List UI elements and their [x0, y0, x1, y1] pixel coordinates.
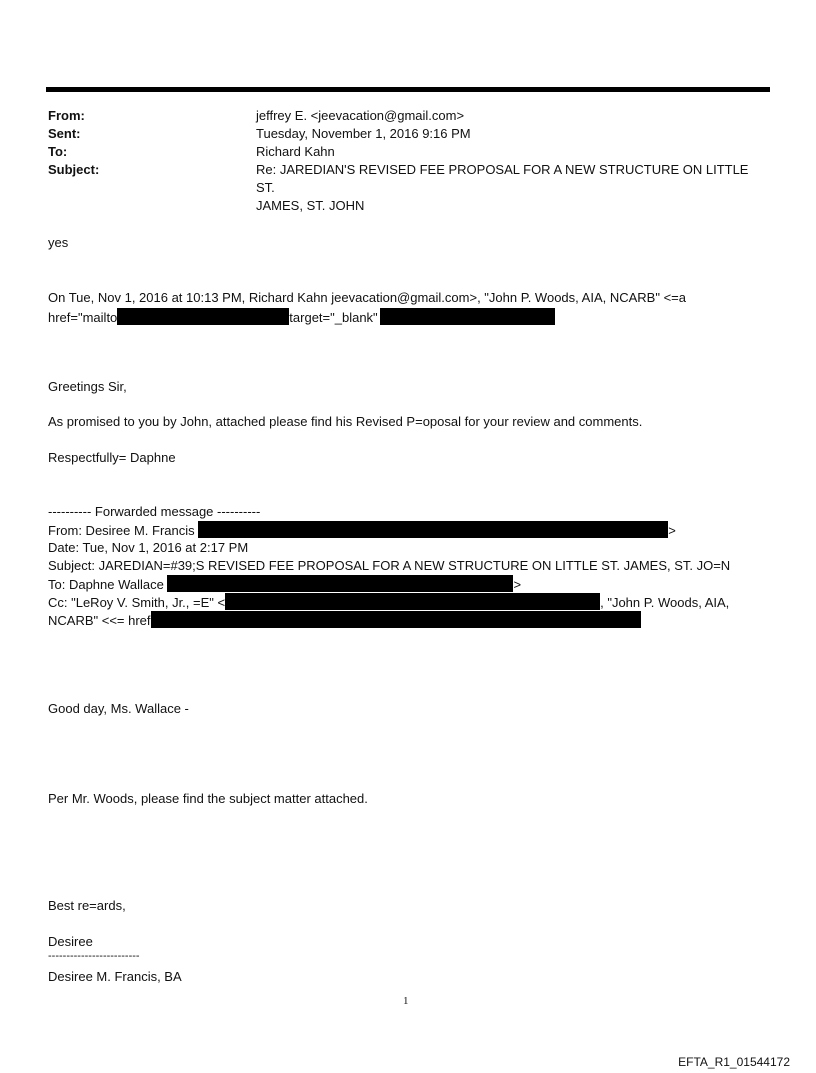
- quote-mailto: href="mailto: [48, 310, 118, 325]
- subject-line-1: Re: JAREDIAN'S REVISED FEE PROPOSAL FOR A NEW STRUCTURE ON LITTLE ST.: [256, 162, 749, 195]
- redaction-box: [198, 521, 668, 538]
- signoff-daphne: Respectfully= Daphne: [48, 450, 176, 465]
- redaction-box: [225, 593, 600, 610]
- sent-label: Sent:: [48, 126, 81, 141]
- fwd-from: From: Desiree M. Francis >: [48, 523, 676, 538]
- fwd-subject: Subject: JAREDIAN=#39;S REVISED FEE PROPOSAL FOR A NEW STRUCTURE ON LITTLE ST. JAMES, ST. JO=N: [48, 558, 731, 573]
- fwd-cc: Cc: "LeRoy V. Smith, Jr., =E" < , "John P. Woods, AIA,: [48, 595, 730, 610]
- forwarded-marker: ---------- Forwarded message ----------: [48, 504, 261, 519]
- subject-value: [256, 161, 756, 215]
- fwd-cc-line-2: NCARB" <<= href: [48, 611, 641, 630]
- redaction-box: [380, 308, 555, 325]
- quote-target: target="_blank": [289, 310, 378, 325]
- fwd-to: To: Daphne Wallace >: [48, 577, 522, 592]
- quote-line-1: On Tue, Nov 1, 2016 at 10:13 PM, Richard Kahn jeevacation@gmail.com>, "John P. Woods, AIA, NCARB" <=a: [48, 290, 686, 305]
- greeting: Greetings Sir,: [48, 379, 127, 394]
- to-label: To:: [48, 144, 68, 159]
- from-value: jeffrey E. <jeevacation@gmail.com>: [256, 108, 465, 123]
- header-rule: [46, 87, 770, 92]
- reply-text: yes: [48, 235, 69, 250]
- to-value: Richard Kahn: [256, 144, 335, 159]
- from-label: From:: [48, 108, 85, 123]
- paragraph-1: As promised to you by John, attached please find his Revised P=oposal for your review and comments.: [48, 414, 643, 429]
- page-number: 1: [403, 995, 409, 1007]
- sent-value: Tuesday, November 1, 2016 9:16 PM: [256, 126, 471, 141]
- fwd-date: Date: Tue, Nov 1, 2016 at 2:17 PM: [48, 540, 249, 555]
- signature-rule: -------------------------: [48, 950, 140, 962]
- redaction-box: [117, 308, 289, 325]
- signature-name: Desiree M. Francis, BA: [48, 969, 182, 984]
- subject-line-2: JAMES, ST. JOHN: [256, 198, 365, 213]
- best-regards: Best re=ards,: [48, 898, 126, 913]
- redaction-box: [151, 611, 641, 628]
- subject-label: Subject:: [48, 162, 100, 177]
- redaction-box: [167, 575, 513, 592]
- document-id: EFTA_R1_01544172: [678, 1055, 790, 1069]
- per-mr-woods: Per Mr. Woods, please find the subject matter attached.: [48, 791, 368, 806]
- sender-name: Desiree: [48, 934, 93, 949]
- quote-line-2: [48, 308, 555, 327]
- good-day: Good day, Ms. Wallace -: [48, 701, 189, 716]
